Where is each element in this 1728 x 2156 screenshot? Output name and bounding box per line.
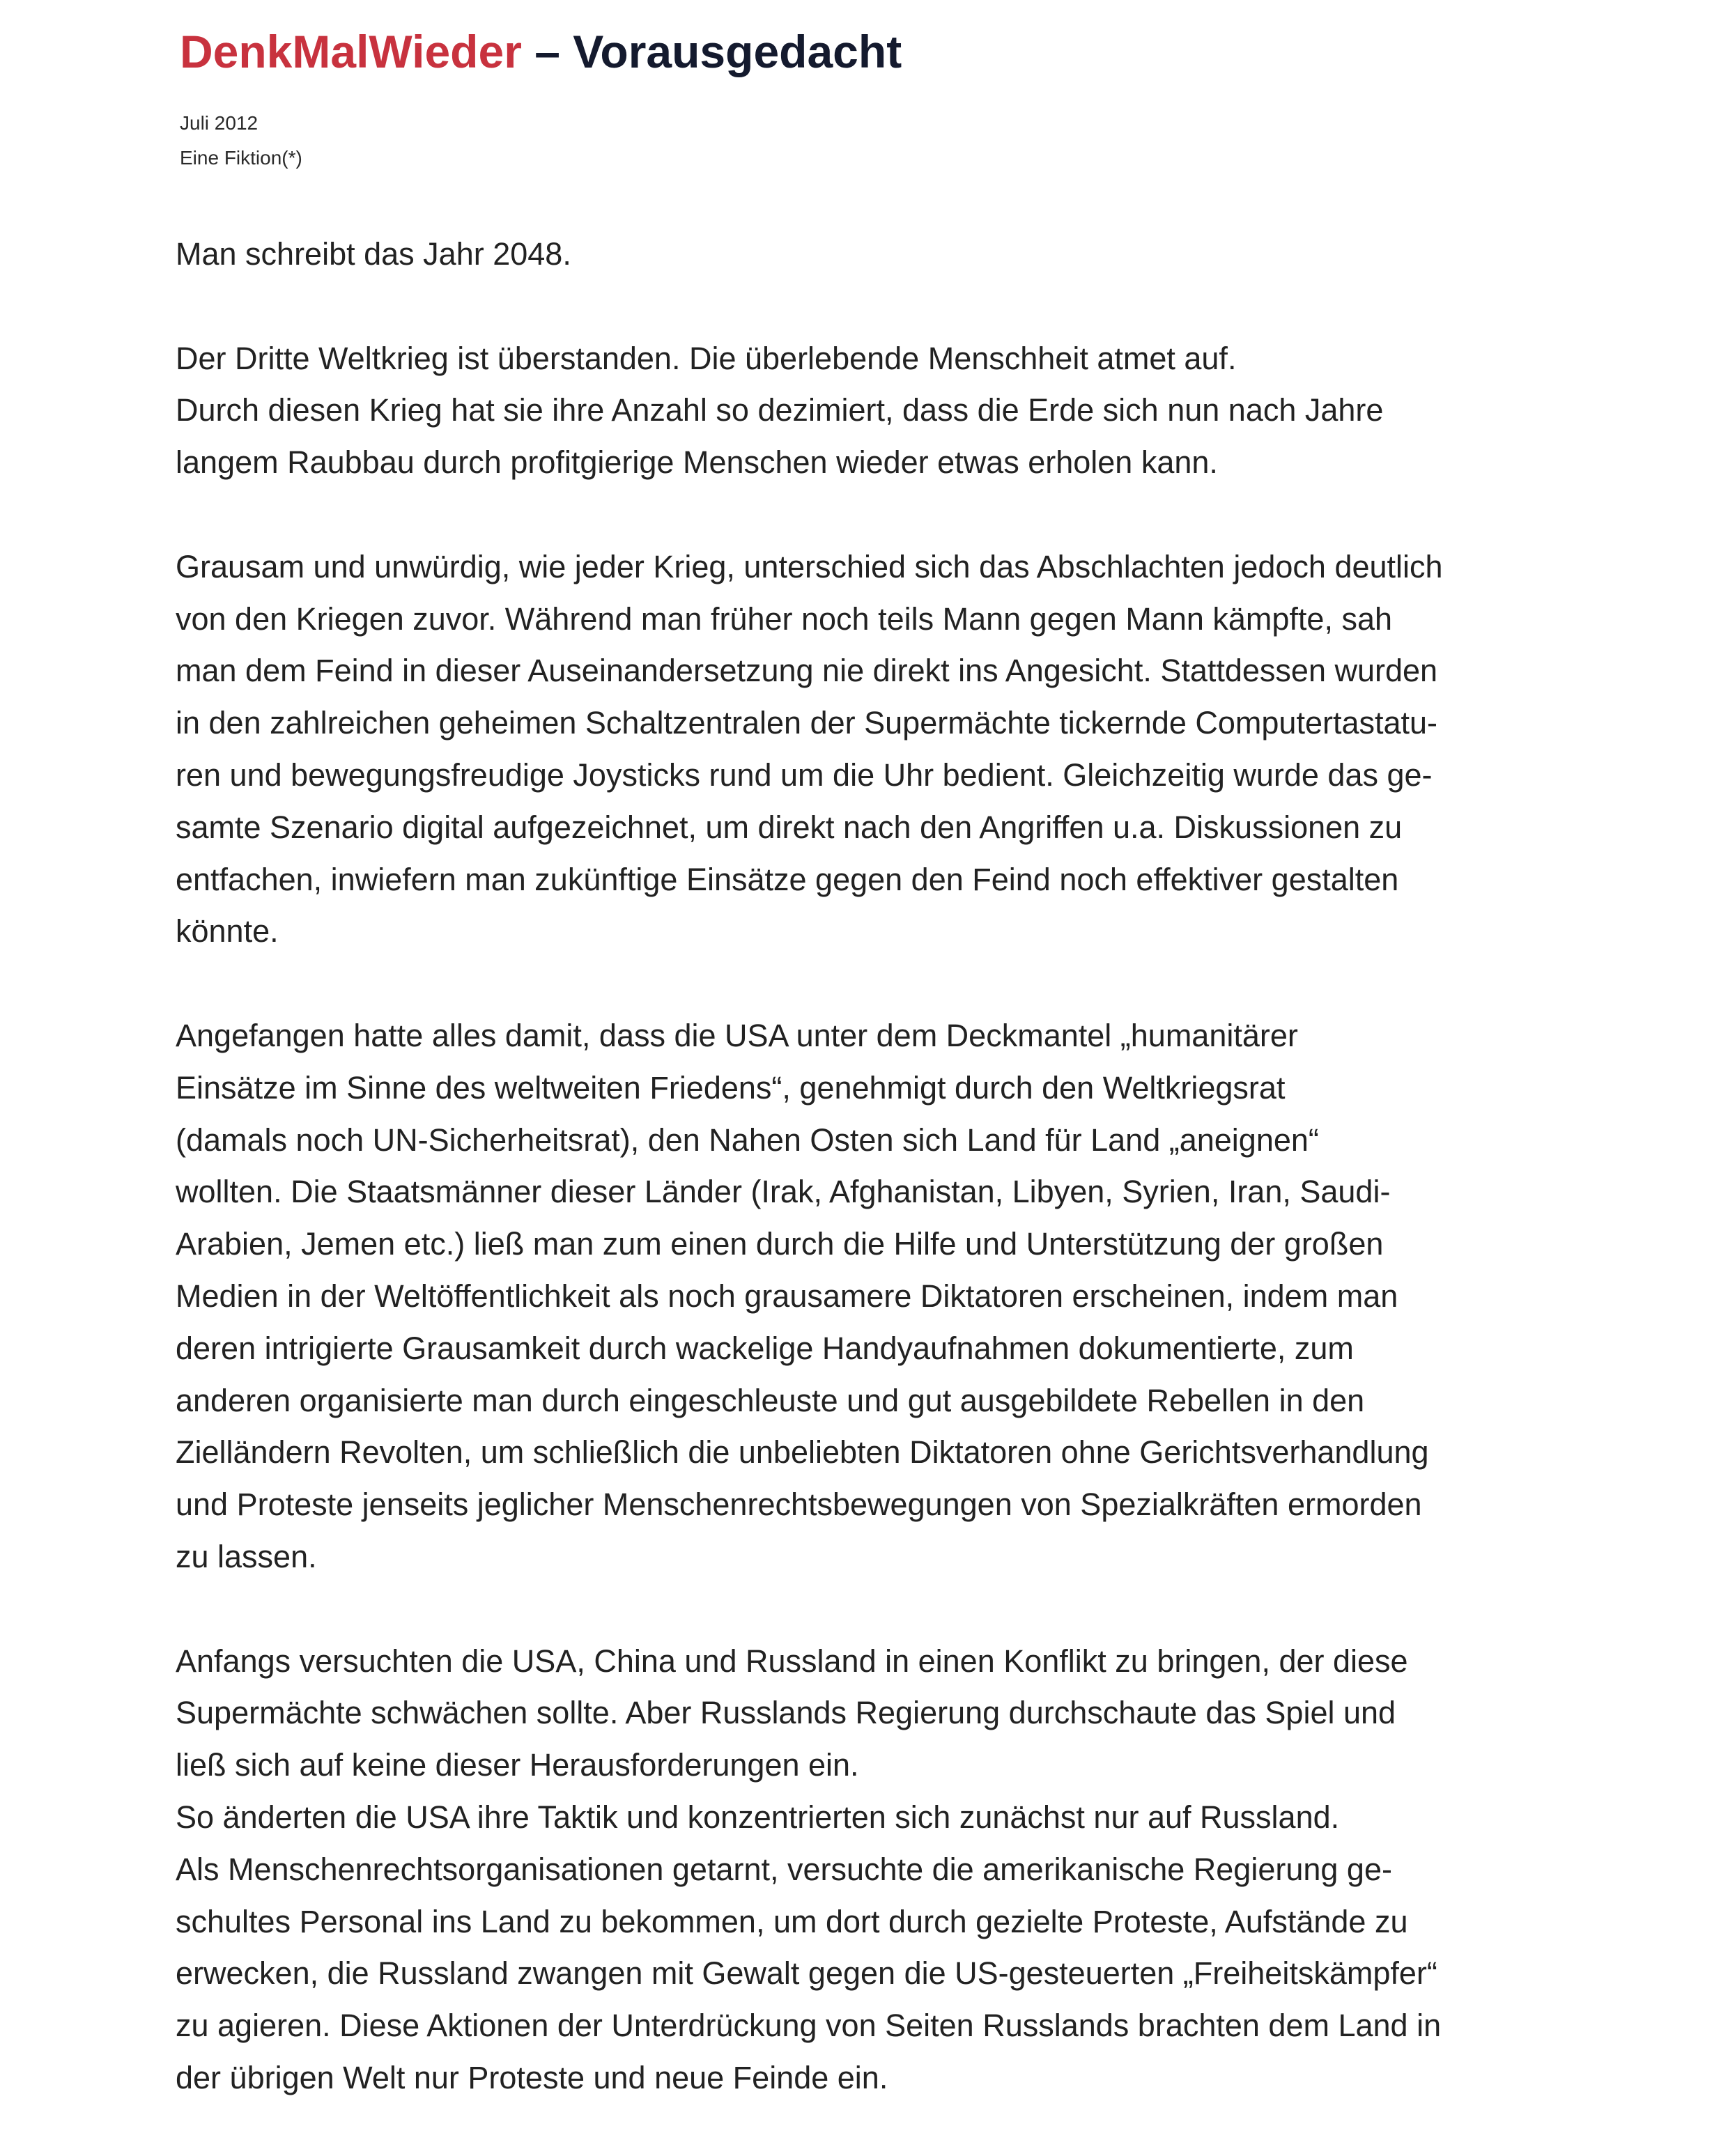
text-line: zu lassen. bbox=[176, 1538, 317, 1574]
text-line: Medien in der Weltöffentlichkeit als noch grausamere Diktatoren erscheinen, indem man bbox=[176, 1278, 1398, 1314]
paragraph-intro bbox=[176, 228, 1611, 281]
text-line: erwecken, die Russland zwangen mit Gewalt gegen die US-gesteuerten „Freiheitskämpfer“ bbox=[176, 1955, 1437, 1992]
paragraph-war-survived bbox=[176, 333, 1611, 489]
brand-name: DenkMalWieder bbox=[180, 26, 522, 77]
text-line: Anfangs versuchten die USA, China und Russland in einen Konflikt zu bringen, der diese bbox=[176, 1643, 1408, 1679]
text-line: Als Menschenrechtsorganisationen getarnt, versuchte die amerikanische Regierung ge- bbox=[176, 1851, 1392, 1887]
text-line: wollten. Die Staatsmänner dieser Länder (Irak, Afghanistan, Libyen, Syrien, Iran, Saudi- bbox=[176, 1174, 1391, 1210]
text-line: anderen organisierte man durch eingeschleuste und gut ausgebildete Rebellen in den bbox=[176, 1382, 1365, 1418]
title-text: Vorausgedacht bbox=[573, 26, 902, 77]
document-header bbox=[180, 21, 1643, 176]
text-line: ren und bewegungsfreudige Joysticks rund um die Uhr bedient. Gleichzeitig wurde das ge- bbox=[176, 757, 1433, 793]
text-line: zu agieren. Diese Aktionen der Unterdrückung von Seiten Russlands brachten dem Land in bbox=[176, 2008, 1442, 2044]
document-meta bbox=[180, 106, 1643, 176]
text-line: in den zahlreichen geheimen Schaltzentralen der Supermächte tickernde Computertastatu- bbox=[176, 705, 1438, 741]
text-line: der übrigen Welt nur Proteste und neue Feinde ein. bbox=[176, 2059, 888, 2095]
text-line: und Proteste jenseits jeglicher Menschenrechtsbewegungen von Spezialkräften ermorden bbox=[176, 1487, 1422, 1523]
text-line: von den Kriegen zuvor. Während man früher noch teils Mann gegen Mann kämpfte, sah bbox=[176, 600, 1393, 637]
text-line: ließ sich auf keine dieser Herausforderungen ein. bbox=[176, 1747, 859, 1783]
text-line: man dem Feind in dieser Auseinandersetzung nie direkt ins Angesicht. Stattdessen wurden bbox=[176, 653, 1438, 689]
document-title bbox=[180, 21, 1643, 82]
paragraph-russia bbox=[176, 1636, 1611, 2104]
text-line: Einsätze im Sinne des weltweiten Friedens“, genehmigt durch den Weltkriegsrat bbox=[176, 1069, 1286, 1106]
paragraph-beginning bbox=[176, 1010, 1611, 1583]
text-line: langem Raubbau durch profitgierige Menschen wieder etwas erholen kann. bbox=[176, 444, 1218, 481]
text-line: samte Szenario digital aufgezeichnet, um direkt nach den Angriffen u.a. Diskussionen zu bbox=[176, 809, 1403, 845]
text-line: So änderten die USA ihre Taktik und konzentrierten sich zunächst nur auf Russland. bbox=[176, 1799, 1340, 1835]
text-line: Grausam und unwürdig, wie jeder Krieg, unterschied sich das Abschlachten jedoch deutlich bbox=[176, 548, 1443, 584]
text-line: schultes Personal ins Land zu bekommen, um dort durch gezielte Proteste, Aufstände zu bbox=[176, 1903, 1408, 1939]
text-line: Supermächte schwächen sollte. Aber Russlands Regierung durchschaute das Spiel und bbox=[176, 1695, 1396, 1731]
text-line: entfachen, inwiefern man zukünftige Einsätze gegen den Feind noch effektiver gestalten bbox=[176, 861, 1399, 897]
publication-date: Juli 2012 bbox=[180, 112, 259, 134]
text-line: Angefangen hatte alles damit, dass die USA unter dem Deckmantel „humanitärer bbox=[176, 1017, 1298, 1053]
fiction-note: Eine Fiktion(*) bbox=[180, 147, 302, 169]
text-line: Durch diesen Krieg hat sie ihre Anzahl so dezimiert, dass die Erde sich nun nach Jahre bbox=[176, 392, 1384, 428]
text-line: Man schreibt das Jahr 2048. bbox=[176, 236, 571, 272]
text-line: Zielländern Revolten, um schließlich die unbeliebten Diktatoren ohne Gerichtsverhandlung bbox=[176, 1434, 1429, 1471]
text-line: könnte. bbox=[176, 913, 279, 949]
text-line: Arabien, Jemen etc.) ließ man zum einen durch die Hilfe und Unterstützung der großen bbox=[176, 1226, 1384, 1262]
title-separator: – bbox=[534, 26, 560, 77]
article-body bbox=[176, 228, 1611, 2156]
paragraph-warfare bbox=[176, 541, 1611, 958]
text-line: (damals noch UN-Sicherheitsrat), den Nahen Osten sich Land für Land „aneignen“ bbox=[176, 1122, 1319, 1158]
text-line: Der Dritte Weltkrieg ist überstanden. Die überlebende Menschheit atmet auf. bbox=[176, 340, 1237, 376]
text-line: deren intrigierte Grausamkeit durch wackelige Handyaufnahmen dokumentierte, zum bbox=[176, 1330, 1354, 1366]
